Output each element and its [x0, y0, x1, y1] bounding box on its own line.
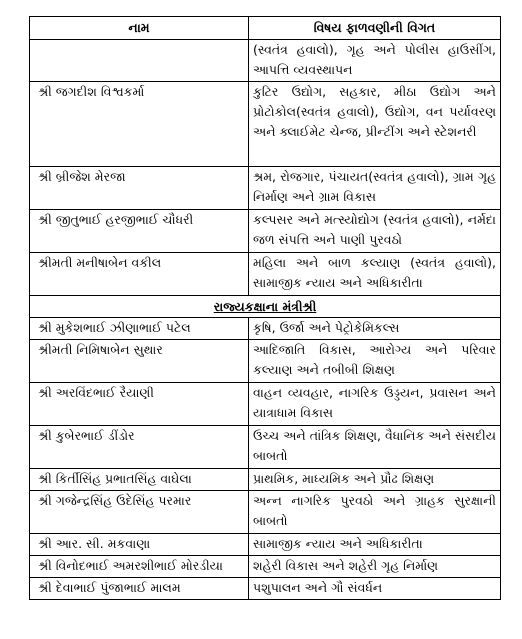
subject-allocation: ઉચ્ચ અને તાંત્રિક શિક્ષણ, વૈધાનિક અને સંસદીય બાબતો: [249, 426, 501, 469]
table-row: [30, 469, 501, 491]
minister-name: શ્રીમતી મનીષાબેન વકીલ: [30, 253, 249, 296]
header-row: [30, 17, 501, 40]
minister-name: શ્રી જીતુભાઈ હરજીભાઈ ચૌધરી: [30, 210, 249, 253]
minister-name: શ્રી મુકેશભાઈ ઝીણાભાઈ પટેલ: [30, 318, 249, 340]
subject-allocation: શ્રમ, રોજગાર, પંચાયત(સ્વતંત્ર હવાલો), ગ્રામ ગૃહ નિર્માણ અને ગ્રામ વિકાસ: [249, 167, 501, 210]
table-row: [30, 426, 501, 469]
subject-allocation: પશુપાલન અને ગૌ સંવર્ધન: [249, 578, 501, 600]
minister-name: શ્રી વિનોદભાઈ અમરશીભાઈ મોરડીયા: [30, 556, 249, 578]
subject-allocation: કુટિર ઉદ્યોગ, સહકાર, મીઠા ઉદ્યોગ અને પ્રોટોકોલ(સ્વતંત્ર હવાલો), ઉદ્યોગ, વન પર્યાવરણ અને ક્લાઈમેટ ચેન્જ, પ્રીન્ટીંગ અને સ્ટેશનરી: [249, 82, 501, 167]
subject-allocation: કલ્પસર અને મત્સ્યોદ્યોગ (સ્વતંત્ર હવાલો), નર્મદા જળ સંપત્તિ અને પાણી પુરવઠો: [249, 210, 501, 253]
subject-allocation: વાહન વ્યવહાર, નાગરિક ઉડ્ડયન, પ્રવાસન અને યાત્રાધામ વિકાસ: [249, 383, 501, 426]
table-row: [30, 556, 501, 578]
subject-allocation: મહિલા અને બાળ કલ્યાણ (સ્વતંત્ર હવાલો), સામાજીક ન્યાય અને અધિકારીતા: [249, 253, 501, 296]
subject-column-header: વિષય ફાળવણીની વિગત: [249, 17, 501, 40]
subject-allocation: પ્રાથમિક, માધ્યમિક અને પ્રૌઢ શિક્ષણ: [249, 469, 501, 491]
table-row: [30, 491, 501, 534]
name-column-header: નામ: [30, 17, 249, 40]
minister-name: શ્રી બ્રીજેશ મેરજા: [30, 167, 249, 210]
table-row: [30, 40, 501, 82]
minister-name: શ્રી આર. સી. મકવાણા: [30, 534, 249, 556]
subject-allocation: શહેરી વિકાસ અને શહેરી ગૃહ નિર્માણ: [249, 556, 501, 578]
minister-name: શ્રી કિર્તીસિંહ પ્રભાતસિંહ વાઘેલા: [30, 469, 249, 491]
table-row: [30, 253, 501, 296]
minister-name: શ્રી દેવાભાઈ પુંજાભાઈ માલમ: [30, 578, 249, 600]
subject-allocation: (સ્વતંત્ર હવાલો), ગૃહ અને પોલીસ હાઉસીંગ, આપત્તિ વ્યવસ્થાપન: [249, 40, 501, 82]
section-row: [30, 296, 501, 318]
table-row: [30, 318, 501, 340]
table-row: [30, 82, 501, 167]
subject-allocation: આદિજાતિ વિકાસ, આરોગ્ય અને પરિવાર કલ્યાણ અને તબીબી શિક્ષણ: [249, 340, 501, 383]
table-row: [30, 534, 501, 556]
portfolio-table: [29, 16, 501, 600]
minister-name: શ્રી કુબેરભાઈ ડીંડોર: [30, 426, 249, 469]
subject-allocation: સામાજીક ન્યાય અને અધિકારીતા: [249, 534, 501, 556]
table-row: [30, 210, 501, 253]
minister-name: શ્રીમતી નિમિષાબેન સુથાર: [30, 340, 249, 383]
minister-name: શ્રી જગદીશ વિશ્વકર્મા: [30, 82, 249, 167]
subject-allocation: અન્ન નાગરિક પુરવઠો અને ગ્રાહક સુરક્ષાની બાબતો: [249, 491, 501, 534]
table-row: [30, 383, 501, 426]
section-title: રાજ્યકક્ષાના મંત્રીશ્રી: [30, 296, 501, 318]
minister-name: શ્રી અરવિંદભાઈ રૈયાણી: [30, 383, 249, 426]
minister-name: શ્રી ગજેન્દ્રસિંહ ઉદેસિંહ પરમાર: [30, 491, 249, 534]
minister-name: [30, 40, 249, 82]
subject-allocation: કૃષિ, ઉર્જા અને પેટ્રોકેમિકલ્સ: [249, 318, 501, 340]
table-row: [30, 578, 501, 600]
table-row: [30, 340, 501, 383]
table-row: [30, 167, 501, 210]
